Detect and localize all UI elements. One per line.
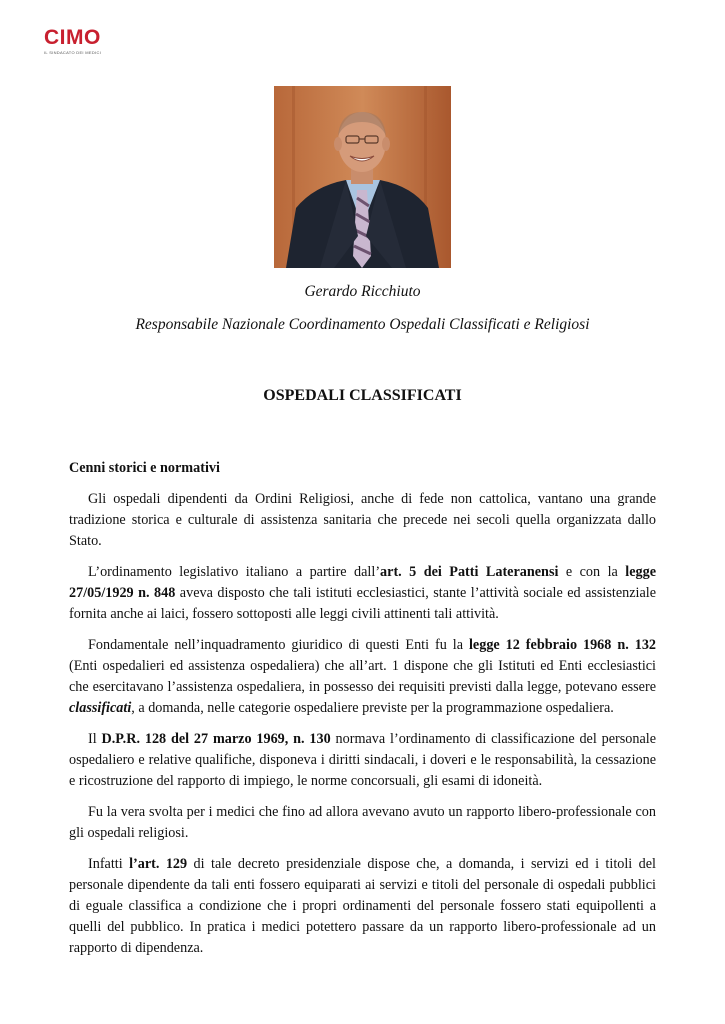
text-run: normava l’ordinamento di classificazione del personale ospedaliero e relative qualifiche, disponeva i diritti sindacali, i doveri e le responsabilità, la cessazione e ricostruzione del rapporto di impiego, le norme concorsuali, gli esami di idoneità.	[69, 731, 656, 789]
paragraph-4	[69, 729, 656, 792]
text-run: aveva disposto che tali istituti ecclesiastici, stante l’attività sociale ed assistenziale fornita anche ai laici, fossero sottoposti alle leggi civili attinenti tali attività.	[69, 585, 656, 622]
cimo-logo	[44, 27, 124, 57]
bold-italic-term: classificati	[69, 700, 132, 716]
paragraph-2	[69, 562, 656, 625]
bold-reference: legge 27/05/1929 n. 848	[69, 564, 656, 601]
paragraph-5: Fu la vera svolta per i medici che fino ad allora avevano avuto un rapporto libero-professionale con gli ospedali religiosi.	[69, 804, 656, 841]
document-body	[69, 458, 656, 969]
author-name: Gerardo Ricchiuto	[304, 283, 421, 300]
portrait-photo	[274, 86, 451, 268]
portrait-photo-icon	[274, 86, 451, 268]
bold-reference: art. 5 dei Patti Lateranensi	[380, 564, 559, 580]
text-run: di tale decreto presidenziale dispose che, a domanda, i servizi ed i titoli del personale dipendente da tali enti fossero equiparati ai servizi e titoli del personale di ospedali pubblici di eguale classifica a condizione che i propri ordinamenti del personale fossero stati equipollenti a quelli del pubblico. In pratica i medici potettero passare da un rapporto libero-professionale ad un rapporto di dipendenza.	[69, 856, 656, 956]
paragraph-6	[69, 854, 656, 959]
text-run: Infatti	[88, 856, 130, 872]
paragraph-1: Gli ospedali dipendenti da Ordini Religiosi, anche di fede non cattolica, vantano una grande tradizione storica e culturale di assistenza sanitaria che precede nei secoli quella organizzata dallo Stato.	[69, 491, 656, 549]
logo-subtitle: IL SINDACATO DEI MEDICI	[44, 50, 102, 55]
logo-text: CIMO	[44, 26, 101, 49]
author-role: Responsabile Nazionale Coordinamento Ospedali Classificati e Religiosi	[135, 316, 590, 333]
section-heading: Cenni storici e normativi	[69, 460, 220, 476]
bold-reference: legge 12 febbraio 1968 n. 132	[468, 637, 657, 653]
bold-reference: l’art. 129	[129, 856, 188, 872]
text-run: Fondamentale nell’inquadramento giuridico di questi Enti fu la	[88, 637, 469, 653]
document-title: OSPEDALI CLASSIFICATI	[263, 387, 462, 404]
text-run: , a domanda, nelle categorie ospedaliere previste per la programmazione ospedaliera.	[131, 700, 614, 716]
text-run: (Enti ospedalieri ed assistenza ospedaliera) che all’art. 1 dispone che gli Istituti ed Enti ecclesiastici che esercitavano l’assistenza ospedaliera, in possesso dei requisiti previsti dalla legge, potevano essere	[69, 658, 656, 695]
text-run: e con la	[558, 564, 626, 580]
text-run: Il	[88, 731, 102, 747]
bold-reference: D.P.R. 128 del 27 marzo 1969, n. 130	[101, 731, 331, 747]
paragraph-3	[69, 635, 656, 719]
text-run: L’ordinamento legislativo italiano a partire dall’	[88, 564, 381, 580]
